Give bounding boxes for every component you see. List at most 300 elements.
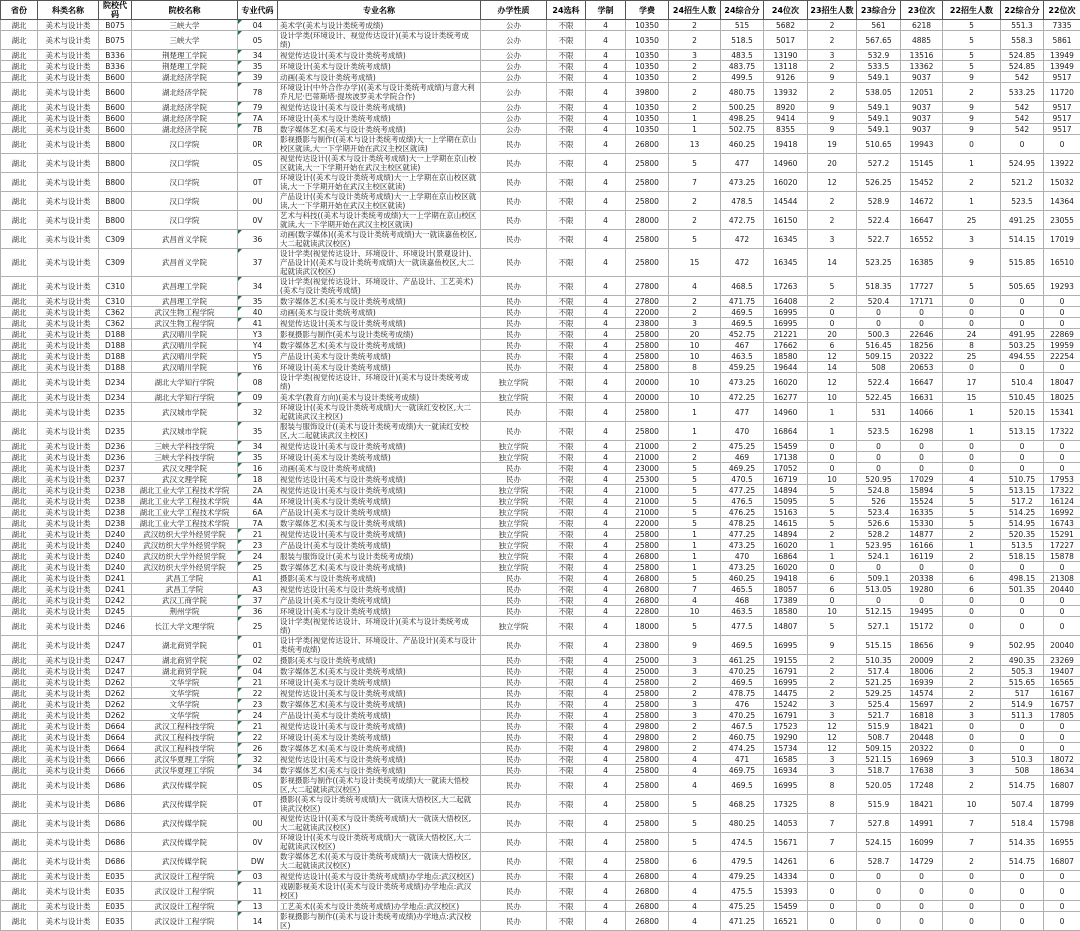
cell-tuition[interactable]: 10350	[626, 31, 669, 50]
cell-major-name[interactable]: 环境设计(美术与设计类统考成绩)	[278, 606, 481, 617]
cell-score-22[interactable]: 0	[1001, 296, 1044, 307]
cell-score-23[interactable]: 518.35	[857, 277, 901, 296]
cell-major-code[interactable]: 14	[238, 912, 278, 931]
cell-major-code[interactable]: 09	[238, 392, 278, 403]
cell-score-22[interactable]: 0	[1001, 452, 1044, 463]
cell-rank-22[interactable]: 0	[1044, 743, 1080, 754]
cell-rank-23[interactable]: 0	[901, 912, 943, 931]
cell-score-23[interactable]: 524.8	[857, 485, 901, 496]
cell-school-type[interactable]: 民办	[481, 882, 547, 901]
cell-rank-22[interactable]: 0	[1044, 882, 1080, 901]
cell-college-name[interactable]: 武汉晴川学院	[132, 329, 238, 340]
cell-score-24[interactable]: 470.5	[721, 474, 764, 485]
cell-enroll-22[interactable]: 8	[943, 340, 1001, 351]
cell-rank-23[interactable]: 17248	[901, 776, 943, 795]
cell-rank-22[interactable]: 0	[1044, 871, 1080, 882]
cell-enroll-24[interactable]: 1	[669, 529, 721, 540]
cell-duration[interactable]: 4	[586, 318, 626, 329]
cell-enroll-24[interactable]: 5	[669, 814, 721, 833]
cell-duration[interactable]: 4	[586, 296, 626, 307]
cell-category-name[interactable]: 美术与设计类	[38, 852, 99, 871]
cell-enroll-23[interactable]: 10	[808, 606, 857, 617]
cell-tuition[interactable]: 25800	[626, 362, 669, 373]
cell-duration[interactable]: 4	[586, 655, 626, 666]
cell-rank-24[interactable]: 16934	[764, 765, 808, 776]
cell-college-code[interactable]: D234	[99, 392, 132, 403]
cell-major-code[interactable]: 40	[238, 307, 278, 318]
cell-enroll-23[interactable]: 6	[808, 852, 857, 871]
cell-major-code[interactable]: DW	[238, 852, 278, 871]
cell-rank-22[interactable]: 15878	[1044, 551, 1080, 562]
cell-rank-22[interactable]: 0	[1044, 732, 1080, 743]
cell-major-name[interactable]: 摄影((美术与设计类统考成绩)大一就读大悟校区,大二起就读武汉校区)	[278, 795, 481, 814]
cell-tuition[interactable]: 29800	[626, 721, 669, 732]
cell-rank-24[interactable]: 16719	[764, 474, 808, 485]
cell-rank-24[interactable]: 17523	[764, 721, 808, 732]
cell-college-name[interactable]: 湖北工业大学工程技术学院	[132, 485, 238, 496]
cell-school-type[interactable]: 独立学院	[481, 485, 547, 496]
cell-enroll-22[interactable]: 0	[943, 901, 1001, 912]
cell-rank-23[interactable]: 16166	[901, 540, 943, 551]
cell-rank-24[interactable]: 14053	[764, 814, 808, 833]
cell-score-22[interactable]: 0	[1001, 743, 1044, 754]
cell-duration[interactable]: 4	[586, 518, 626, 529]
cell-score-23[interactable]: 0	[857, 912, 901, 931]
cell-school-type[interactable]: 公办	[481, 72, 547, 83]
cell-tuition[interactable]: 10350	[626, 20, 669, 31]
cell-rank-24[interactable]: 16995	[764, 318, 808, 329]
cell-major-name[interactable]: 数字媒体艺术(美术与设计类统考成绩)	[278, 666, 481, 677]
cell-rank-22[interactable]: 0	[1044, 307, 1080, 318]
cell-enroll-22[interactable]: 2	[943, 666, 1001, 677]
cell-score-24[interactable]: 468.25	[721, 795, 764, 814]
cell-enroll-22[interactable]: 0	[943, 296, 1001, 307]
cell-category-name[interactable]: 美术与设计类	[38, 154, 99, 173]
cell-enroll-24[interactable]: 2	[669, 688, 721, 699]
cell-rank-22[interactable]: 23269	[1044, 655, 1080, 666]
col-header-rank-23[interactable]: 23位次	[901, 1, 943, 20]
cell-major-name[interactable]: 视觉传达设计(美术与设计类统考成绩)	[278, 318, 481, 329]
cell-rank-24[interactable]: 14894	[764, 485, 808, 496]
cell-enroll-22[interactable]: 0	[943, 617, 1001, 636]
cell-major-code[interactable]: 78	[238, 83, 278, 102]
cell-tuition[interactable]: 25800	[626, 833, 669, 852]
cell-college-code[interactable]: C310	[99, 296, 132, 307]
cell-province[interactable]: 湖北	[1, 529, 38, 540]
cell-rank-22[interactable]: 0	[1044, 296, 1080, 307]
cell-rank-23[interactable]: 12051	[901, 83, 943, 102]
cell-rank-24[interactable]: 16864	[764, 422, 808, 441]
cell-category-name[interactable]: 美术与设计类	[38, 584, 99, 595]
cell-subject-req-24[interactable]: 不限	[547, 636, 586, 655]
cell-major-code[interactable]: Y4	[238, 340, 278, 351]
cell-school-type[interactable]: 民办	[481, 154, 547, 173]
cell-rank-24[interactable]: 16521	[764, 912, 808, 931]
cell-college-code[interactable]: D236	[99, 441, 132, 452]
cell-score-22[interactable]: 508	[1001, 765, 1044, 776]
cell-rank-22[interactable]: 21308	[1044, 573, 1080, 584]
cell-major-name[interactable]: 数字媒体艺术(美术与设计类统考成绩)	[278, 699, 481, 710]
cell-subject-req-24[interactable]: 不限	[547, 61, 586, 72]
cell-rank-24[interactable]: 18580	[764, 606, 808, 617]
cell-major-code[interactable]: 08	[238, 373, 278, 392]
cell-subject-req-24[interactable]: 不限	[547, 373, 586, 392]
cell-subject-req-24[interactable]: 不限	[547, 710, 586, 721]
cell-college-code[interactable]: D235	[99, 403, 132, 422]
cell-tuition[interactable]: 22000	[626, 518, 669, 529]
cell-score-24[interactable]: 469.5	[721, 776, 764, 795]
cell-college-code[interactable]: B600	[99, 72, 132, 83]
cell-tuition[interactable]: 10350	[626, 61, 669, 72]
cell-score-23[interactable]: 0	[857, 452, 901, 463]
cell-duration[interactable]: 4	[586, 688, 626, 699]
cell-major-name[interactable]: 环境设计(美术与设计类统考成绩)	[278, 496, 481, 507]
cell-rank-23[interactable]: 14672	[901, 192, 943, 211]
cell-college-code[interactable]: D237	[99, 463, 132, 474]
cell-college-code[interactable]: B600	[99, 124, 132, 135]
cell-tuition[interactable]: 25800	[626, 422, 669, 441]
cell-enroll-22[interactable]: 9	[943, 636, 1001, 655]
cell-subject-req-24[interactable]: 不限	[547, 743, 586, 754]
cell-major-name[interactable]: 工艺美术((美术与设计类统考成绩)办学地点:武汉校区)	[278, 901, 481, 912]
cell-duration[interactable]: 4	[586, 732, 626, 743]
cell-score-24[interactable]: 461.25	[721, 655, 764, 666]
cell-subject-req-24[interactable]: 不限	[547, 277, 586, 296]
cell-enroll-24[interactable]: 2	[669, 677, 721, 688]
cell-major-name[interactable]: 视觉传达设计(美术与设计类统考成绩)	[278, 50, 481, 61]
cell-rank-23[interactable]: 16631	[901, 392, 943, 403]
cell-school-type[interactable]: 独立学院	[481, 529, 547, 540]
cell-enroll-22[interactable]: 0	[943, 606, 1001, 617]
cell-enroll-24[interactable]: 1	[669, 422, 721, 441]
cell-school-type[interactable]: 民办	[481, 296, 547, 307]
cell-college-name[interactable]: 武昌理工学院	[132, 277, 238, 296]
cell-major-code[interactable]: 0S	[238, 776, 278, 795]
cell-college-name[interactable]: 武汉生物工程学院	[132, 307, 238, 318]
cell-college-code[interactable]: D666	[99, 765, 132, 776]
cell-rank-22[interactable]: 19959	[1044, 340, 1080, 351]
col-header-category-name[interactable]: 科类名称	[38, 1, 99, 20]
cell-score-23[interactable]: 523.4	[857, 507, 901, 518]
cell-rank-23[interactable]: 0	[901, 882, 943, 901]
cell-score-22[interactable]: 0	[1001, 463, 1044, 474]
cell-enroll-23[interactable]: 5	[808, 617, 857, 636]
cell-rank-24[interactable]: 15095	[764, 496, 808, 507]
cell-score-22[interactable]: 517	[1001, 688, 1044, 699]
cell-major-name[interactable]: 动画(美术与设计类统考成绩)	[278, 463, 481, 474]
cell-rank-23[interactable]: 14574	[901, 688, 943, 699]
cell-category-name[interactable]: 美术与设计类	[38, 20, 99, 31]
cell-province[interactable]: 湖北	[1, 124, 38, 135]
cell-rank-24[interactable]: 13118	[764, 61, 808, 72]
cell-college-name[interactable]: 文华学院	[132, 710, 238, 721]
cell-duration[interactable]: 4	[586, 452, 626, 463]
cell-college-code[interactable]: B336	[99, 61, 132, 72]
cell-enroll-22[interactable]: 2	[943, 852, 1001, 871]
cell-enroll-23[interactable]: 1	[808, 403, 857, 422]
cell-score-23[interactable]: 515.9	[857, 721, 901, 732]
cell-school-type[interactable]: 民办	[481, 732, 547, 743]
cell-province[interactable]: 湖北	[1, 882, 38, 901]
cell-rank-24[interactable]: 17263	[764, 277, 808, 296]
cell-rank-24[interactable]: 14960	[764, 154, 808, 173]
cell-duration[interactable]: 4	[586, 31, 626, 50]
cell-score-24[interactable]: 468.5	[721, 277, 764, 296]
cell-province[interactable]: 湖北	[1, 318, 38, 329]
cell-category-name[interactable]: 美术与设计类	[38, 135, 99, 154]
cell-college-name[interactable]: 武汉工程科技学院	[132, 743, 238, 754]
cell-college-name[interactable]: 武汉纺织大学外经贸学院	[132, 551, 238, 562]
cell-tuition[interactable]: 21000	[626, 452, 669, 463]
cell-college-code[interactable]: D262	[99, 688, 132, 699]
cell-rank-23[interactable]: 16385	[901, 249, 943, 277]
cell-college-name[interactable]: 湖北商贸学院	[132, 655, 238, 666]
cell-rank-24[interactable]: 9126	[764, 72, 808, 83]
cell-duration[interactable]: 4	[586, 882, 626, 901]
cell-rank-22[interactable]: 16955	[1044, 833, 1080, 852]
cell-score-24[interactable]: 465.5	[721, 584, 764, 595]
cell-enroll-24[interactable]: 10	[669, 373, 721, 392]
cell-enroll-24[interactable]: 2	[669, 20, 721, 31]
cell-province[interactable]: 湖北	[1, 765, 38, 776]
cell-rank-23[interactable]: 15330	[901, 518, 943, 529]
cell-college-code[interactable]: D234	[99, 373, 132, 392]
cell-major-name[interactable]: 视觉传达设计(美术与设计类统考成绩)	[278, 529, 481, 540]
cell-province[interactable]: 湖北	[1, 617, 38, 636]
cell-subject-req-24[interactable]: 不限	[547, 403, 586, 422]
cell-rank-24[interactable]: 17662	[764, 340, 808, 351]
cell-province[interactable]: 湖北	[1, 562, 38, 573]
cell-enroll-24[interactable]: 7	[669, 173, 721, 192]
cell-subject-req-24[interactable]: 不限	[547, 192, 586, 211]
cell-college-code[interactable]: D686	[99, 795, 132, 814]
cell-score-24[interactable]: 452.75	[721, 329, 764, 340]
cell-rank-22[interactable]: 16757	[1044, 699, 1080, 710]
cell-score-23[interactable]: 517.4	[857, 666, 901, 677]
cell-tuition[interactable]: 20000	[626, 373, 669, 392]
cell-subject-req-24[interactable]: 不限	[547, 507, 586, 518]
cell-province[interactable]: 湖北	[1, 211, 38, 230]
cell-rank-24[interactable]: 9414	[764, 113, 808, 124]
cell-score-22[interactable]: 0	[1001, 912, 1044, 931]
cell-category-name[interactable]: 美术与设计类	[38, 871, 99, 882]
cell-enroll-23[interactable]: 3	[808, 765, 857, 776]
cell-enroll-22[interactable]: 5	[943, 31, 1001, 50]
cell-score-24[interactable]: 473.25	[721, 173, 764, 192]
cell-enroll-24[interactable]: 5	[669, 507, 721, 518]
cell-rank-23[interactable]: 15172	[901, 617, 943, 636]
cell-rank-22[interactable]: 14364	[1044, 192, 1080, 211]
cell-major-code[interactable]: 41	[238, 318, 278, 329]
col-header-subject-req-24[interactable]: 24选科	[547, 1, 586, 20]
cell-school-type[interactable]: 民办	[481, 710, 547, 721]
cell-tuition[interactable]: 25800	[626, 699, 669, 710]
cell-major-code[interactable]: 05	[238, 31, 278, 50]
cell-tuition[interactable]: 25800	[626, 230, 669, 249]
cell-province[interactable]: 湖北	[1, 83, 38, 102]
cell-category-name[interactable]: 美术与设计类	[38, 211, 99, 230]
cell-enroll-24[interactable]: 2	[669, 102, 721, 113]
cell-rank-23[interactable]: 18656	[901, 636, 943, 655]
cell-duration[interactable]: 4	[586, 496, 626, 507]
cell-score-23[interactable]: 549.1	[857, 102, 901, 113]
cell-category-name[interactable]: 美术与设计类	[38, 173, 99, 192]
cell-category-name[interactable]: 美术与设计类	[38, 307, 99, 318]
cell-score-24[interactable]: 463.5	[721, 351, 764, 362]
cell-enroll-24[interactable]: 5	[669, 833, 721, 852]
cell-major-code[interactable]: 16	[238, 463, 278, 474]
cell-major-name[interactable]: 产品设计(美术与设计类统考成绩)	[278, 595, 481, 606]
cell-enroll-23[interactable]: 12	[808, 351, 857, 362]
cell-category-name[interactable]: 美术与设计类	[38, 124, 99, 135]
cell-province[interactable]: 湖北	[1, 754, 38, 765]
cell-tuition[interactable]: 23800	[626, 636, 669, 655]
cell-province[interactable]: 湖北	[1, 485, 38, 496]
cell-tuition[interactable]: 25800	[626, 852, 669, 871]
cell-category-name[interactable]: 美术与设计类	[38, 562, 99, 573]
cell-score-24[interactable]: 476.25	[721, 507, 764, 518]
cell-enroll-23[interactable]: 12	[808, 743, 857, 754]
cell-college-code[interactable]: D664	[99, 732, 132, 743]
cell-major-code[interactable]: 35	[238, 452, 278, 463]
cell-subject-req-24[interactable]: 不限	[547, 732, 586, 743]
cell-college-code[interactable]: D240	[99, 529, 132, 540]
cell-enroll-24[interactable]: 3	[669, 655, 721, 666]
cell-score-24[interactable]: 476	[721, 699, 764, 710]
cell-score-23[interactable]: 525.4	[857, 699, 901, 710]
cell-tuition[interactable]: 23000	[626, 463, 669, 474]
cell-duration[interactable]: 4	[586, 307, 626, 318]
cell-rank-22[interactable]: 0	[1044, 362, 1080, 373]
cell-tuition[interactable]: 25800	[626, 677, 669, 688]
cell-score-24[interactable]: 469.25	[721, 463, 764, 474]
cell-subject-req-24[interactable]: 不限	[547, 102, 586, 113]
cell-enroll-23[interactable]: 7	[808, 833, 857, 852]
cell-score-23[interactable]: 549.1	[857, 72, 901, 83]
cell-enroll-24[interactable]: 4	[669, 595, 721, 606]
cell-tuition[interactable]: 10350	[626, 72, 669, 83]
cell-college-name[interactable]: 文华学院	[132, 688, 238, 699]
cell-score-23[interactable]: 515.15	[857, 636, 901, 655]
col-header-major-code[interactable]: 专业代码	[238, 1, 278, 20]
cell-college-code[interactable]: B800	[99, 154, 132, 173]
cell-rank-24[interactable]: 16020	[764, 562, 808, 573]
cell-college-code[interactable]: B800	[99, 173, 132, 192]
cell-college-name[interactable]: 武汉城市学院	[132, 403, 238, 422]
cell-category-name[interactable]: 美术与设计类	[38, 677, 99, 688]
cell-score-23[interactable]: 516.45	[857, 340, 901, 351]
cell-rank-24[interactable]: 19290	[764, 732, 808, 743]
cell-score-23[interactable]: 528.7	[857, 852, 901, 871]
cell-college-code[interactable]: D240	[99, 540, 132, 551]
cell-category-name[interactable]: 美术与设计类	[38, 912, 99, 931]
cell-rank-22[interactable]: 17953	[1044, 474, 1080, 485]
cell-major-code[interactable]: 7A	[238, 518, 278, 529]
cell-category-name[interactable]: 美术与设计类	[38, 31, 99, 50]
cell-score-24[interactable]: 473.25	[721, 540, 764, 551]
cell-rank-24[interactable]: 16277	[764, 392, 808, 403]
cell-subject-req-24[interactable]: 不限	[547, 72, 586, 83]
cell-enroll-24[interactable]: 1	[669, 551, 721, 562]
cell-score-23[interactable]: 510.35	[857, 655, 901, 666]
cell-college-code[interactable]: D686	[99, 814, 132, 833]
cell-score-22[interactable]: 558.3	[1001, 31, 1044, 50]
cell-enroll-24[interactable]: 2	[669, 192, 721, 211]
cell-enroll-23[interactable]: 0	[808, 882, 857, 901]
cell-rank-24[interactable]: 14960	[764, 403, 808, 422]
cell-subject-req-24[interactable]: 不限	[547, 83, 586, 102]
cell-rank-22[interactable]: 13949	[1044, 50, 1080, 61]
cell-college-name[interactable]: 武汉传媒学院	[132, 833, 238, 852]
cell-enroll-23[interactable]: 2	[808, 666, 857, 677]
cell-score-23[interactable]: 518.7	[857, 765, 901, 776]
col-header-major-name[interactable]: 专业名称	[278, 1, 481, 20]
cell-major-code[interactable]: 6A	[238, 507, 278, 518]
cell-major-name[interactable]: 美术学(美术与设计类统考成绩)	[278, 20, 481, 31]
cell-rank-24[interactable]: 16995	[764, 776, 808, 795]
cell-category-name[interactable]: 美术与设计类	[38, 699, 99, 710]
cell-rank-24[interactable]: 14544	[764, 192, 808, 211]
cell-score-22[interactable]: 513.5	[1001, 540, 1044, 551]
cell-major-name[interactable]: 产品设计(美术与设计类统考成绩)	[278, 540, 481, 551]
cell-category-name[interactable]: 美术与设计类	[38, 743, 99, 754]
cell-tuition[interactable]: 25800	[626, 529, 669, 540]
cell-subject-req-24[interactable]: 不限	[547, 584, 586, 595]
cell-enroll-23[interactable]: 2	[808, 677, 857, 688]
cell-enroll-23[interactable]: 12	[808, 173, 857, 192]
cell-score-23[interactable]: 528.2	[857, 529, 901, 540]
cell-duration[interactable]: 4	[586, 606, 626, 617]
cell-enroll-24[interactable]: 13	[669, 135, 721, 154]
cell-enroll-22[interactable]: 4	[943, 474, 1001, 485]
cell-school-type[interactable]: 民办	[481, 636, 547, 655]
cell-school-type[interactable]: 民办	[481, 795, 547, 814]
cell-enroll-22[interactable]: 9	[943, 124, 1001, 135]
cell-subject-req-24[interactable]: 不限	[547, 441, 586, 452]
cell-enroll-22[interactable]: 0	[943, 562, 1001, 573]
cell-enroll-22[interactable]: 10	[943, 795, 1001, 814]
cell-province[interactable]: 湖北	[1, 776, 38, 795]
cell-score-24[interactable]: 473.25	[721, 562, 764, 573]
cell-category-name[interactable]: 美术与设计类	[38, 102, 99, 113]
cell-rank-24[interactable]: 14475	[764, 688, 808, 699]
cell-province[interactable]: 湖北	[1, 340, 38, 351]
cell-rank-24[interactable]: 15459	[764, 441, 808, 452]
col-header-college-name[interactable]: 院校名称	[132, 1, 238, 20]
cell-score-24[interactable]: 470.25	[721, 710, 764, 721]
cell-enroll-24[interactable]: 2	[669, 211, 721, 230]
cell-score-23[interactable]: 524.15	[857, 833, 901, 852]
cell-score-22[interactable]: 491.25	[1001, 211, 1044, 230]
cell-school-type[interactable]: 民办	[481, 307, 547, 318]
cell-tuition[interactable]: 18000	[626, 617, 669, 636]
cell-rank-24[interactable]: 19155	[764, 655, 808, 666]
cell-major-name[interactable]: 环境设计(美术与设计类统考成绩)	[278, 732, 481, 743]
cell-tuition[interactable]: 22800	[626, 606, 669, 617]
cell-rank-24[interactable]: 16864	[764, 551, 808, 562]
cell-rank-24[interactable]: 18057	[764, 584, 808, 595]
cell-school-type[interactable]: 独立学院	[481, 373, 547, 392]
cell-enroll-22[interactable]: 0	[943, 595, 1001, 606]
cell-enroll-24[interactable]: 8	[669, 362, 721, 373]
cell-score-22[interactable]: 542	[1001, 113, 1044, 124]
cell-score-22[interactable]: 551.3	[1001, 20, 1044, 31]
cell-rank-22[interactable]: 17019	[1044, 230, 1080, 249]
cell-score-23[interactable]: 522.4	[857, 373, 901, 392]
cell-province[interactable]: 湖北	[1, 277, 38, 296]
cell-school-type[interactable]: 公办	[481, 113, 547, 124]
cell-subject-req-24[interactable]: 不限	[547, 124, 586, 135]
